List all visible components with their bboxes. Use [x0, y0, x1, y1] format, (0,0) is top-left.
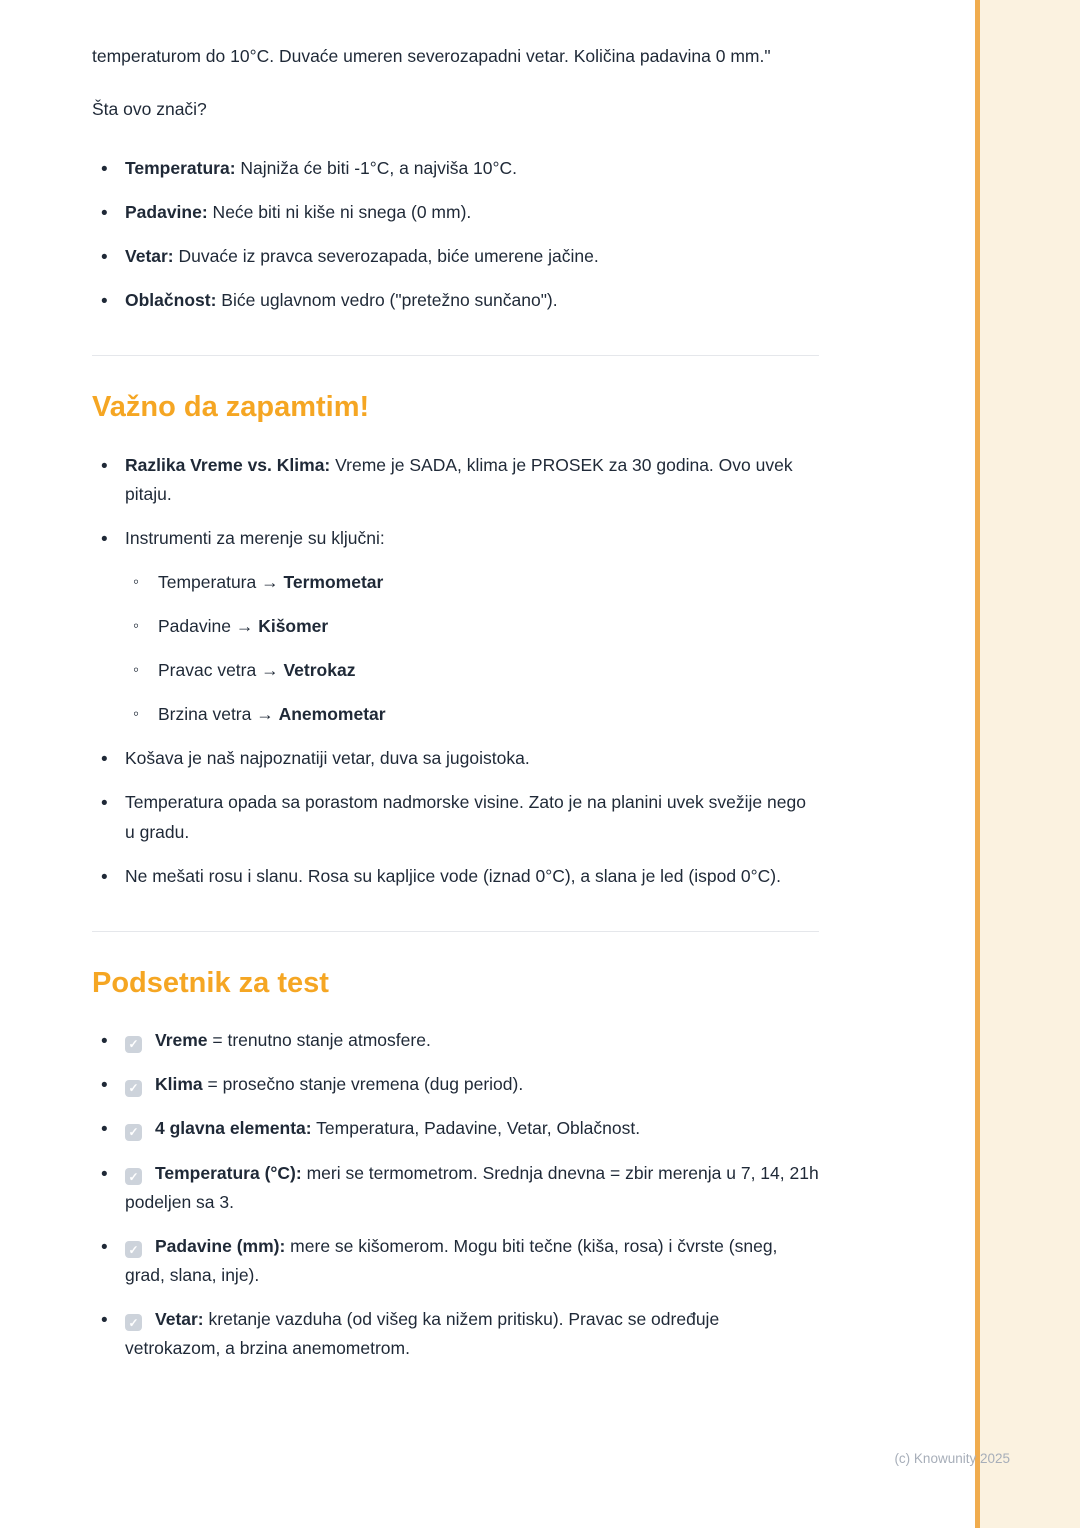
- item-bold-text: Vetar:: [155, 1308, 204, 1329]
- item-bold-text: Vetar:: [125, 246, 174, 267]
- checkbox-checked-icon: [125, 1241, 142, 1258]
- list-item: [92, 744, 819, 773]
- sublist-item: [125, 568, 819, 597]
- item-text: Brzina vetra →: [158, 704, 279, 725]
- check-icon: • ✓: [128, 1169, 139, 1184]
- item-text: Najniža će biti -1°C, a najviša 10°C.: [235, 158, 518, 179]
- section-heading-podsetnik: Podsetnik za test: [92, 966, 329, 999]
- checklist-item: [92, 1305, 819, 1363]
- document-content: [92, 42, 819, 1378]
- checklist-item: [92, 1159, 819, 1217]
- instruments-sublist: [125, 568, 819, 729]
- sublist-item: [125, 612, 819, 641]
- item-text: Temperatura →: [158, 572, 284, 593]
- item-text: Neće biti ni kiše ni snega (0 mm).: [207, 202, 472, 223]
- item-bold-text: Klima: [155, 1074, 203, 1095]
- checklist-item: [92, 1026, 819, 1055]
- item-text: Košava je naš najpoznatiji vetar, duva sa jugoistoka.: [125, 748, 530, 769]
- list-item: [92, 862, 819, 891]
- item-text: Ne mešati rosu i slanu. Rosa su kapljice vode (iznad 0°C), a slana je led (ispod 0°C).: [125, 865, 781, 886]
- item-bold-text: Vreme: [155, 1030, 208, 1051]
- meaning-list: [92, 154, 819, 315]
- list-item: [92, 788, 819, 846]
- list-item: [92, 524, 819, 729]
- copyright-notice: (c) Knowunity 2025: [894, 1451, 1010, 1466]
- list-item: [92, 451, 819, 509]
- item-text: meri se termometrom. Srednja dnevna = zbir merenja u 7, 14, 21h podeljen sa 3.: [125, 1162, 819, 1212]
- item-bold-text: 4 glavna elementa:: [155, 1118, 312, 1139]
- intro-paragraph: temperaturom do 10°C. Duvaće umeren severozapadni vetar. Količina padavina 0 mm.": [92, 46, 771, 66]
- divider: [92, 355, 819, 356]
- checklist-item: [92, 1114, 819, 1143]
- podsetnik-checklist: [92, 1026, 819, 1362]
- vazno-list: [92, 451, 819, 891]
- item-bold-text: Temperatura:: [125, 158, 236, 179]
- item-text: kretanje vazduha (od višeg ka nižem pritisku). Pravac se određuje vetrokazom, a brzina anemometrom.: [125, 1308, 720, 1358]
- item-bold-text: Anemometar: [278, 704, 386, 725]
- check-icon: • ✓: [128, 1037, 139, 1052]
- checklist-item: [92, 1232, 819, 1290]
- check-icon: • ✓: [128, 1315, 139, 1330]
- item-text: = prosečno stanje vremena (dug period).: [202, 1074, 524, 1095]
- checkbox-checked-icon: [125, 1124, 142, 1141]
- item-bold-text: Padavine:: [125, 202, 208, 223]
- question-paragraph: Šta ovo znači?: [92, 99, 207, 120]
- checkbox-checked-icon: [125, 1080, 142, 1097]
- list-item: [92, 286, 819, 315]
- item-text: Instrumenti za merenje su ključni:: [125, 528, 385, 549]
- check-icon: • ✓: [128, 1125, 139, 1140]
- item-bold-text: Vetrokaz: [283, 660, 356, 681]
- item-bold-text: Termometar: [283, 572, 384, 593]
- item-text: Duvaće iz pravca severozapada, biće umerene jačine.: [173, 246, 599, 267]
- right-accent-stripe: [975, 0, 1080, 1528]
- item-text: mere se kišomerom. Mogu biti tečne (kiša, rosa) i čvrste (sneg, grad, slana, inje).: [125, 1235, 778, 1285]
- item-bold-text: Padavine (mm):: [155, 1235, 286, 1256]
- item-bold-text: Razlika Vreme vs. Klima:: [125, 455, 331, 476]
- item-text: Temperatura opada sa porastom nadmorske visine. Zato je na planini uvek svežije nego u gradu.: [125, 792, 806, 842]
- check-icon: • ✓: [128, 1242, 139, 1257]
- list-item: [92, 242, 819, 271]
- item-text: Pravac vetra →: [158, 660, 284, 681]
- checkbox-checked-icon: [125, 1036, 142, 1053]
- list-item: [92, 154, 819, 183]
- item-text: = trenutno stanje atmosfere.: [207, 1030, 431, 1051]
- sublist-item: [125, 700, 819, 729]
- check-icon: • ✓: [128, 1081, 139, 1096]
- item-text: Vreme je SADA, klima je PROSEK za 30 godina. Ovo uvek pitaju.: [125, 455, 793, 505]
- item-text: Biće uglavnom vedro ("pretežno sunčano").: [216, 290, 558, 311]
- checkbox-checked-icon: [125, 1314, 142, 1331]
- item-bold-text: Oblačnost:: [125, 290, 217, 311]
- list-item: [92, 198, 819, 227]
- section-heading-vazno: Važno da zapamtim!: [92, 391, 370, 424]
- item-bold-text: Kišomer: [258, 616, 329, 637]
- checklist-item: [92, 1070, 819, 1099]
- item-text: Padavine →: [158, 616, 259, 637]
- divider: [92, 931, 819, 932]
- checkbox-checked-icon: [125, 1168, 142, 1185]
- item-text: Temperatura, Padavine, Vetar, Oblačnost.: [311, 1118, 641, 1139]
- item-bold-text: Temperatura (°C):: [155, 1162, 302, 1183]
- sublist-item: [125, 656, 819, 685]
